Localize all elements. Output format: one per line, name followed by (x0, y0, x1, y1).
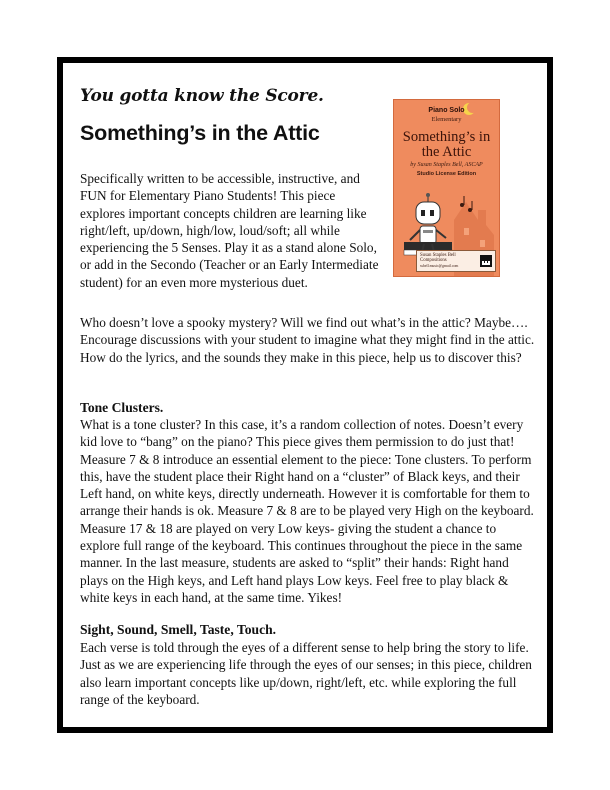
section-heading-tone-clusters: Tone Clusters. (80, 400, 164, 415)
mystery-paragraph: Who doesn’t love a spooky mystery? Will we find out what’s in the attic? Maybe…. Encourage discussions with your student to imagine what they might find in the attic. How do the lyrics, and the sounds they make in this piece, help us to discover this? (80, 315, 535, 365)
cover-series: Piano Solo (428, 107, 465, 114)
sheet-music-cover-image (393, 99, 500, 277)
senses-paragraph: Each verse is told through the eyes of a different sense to help bring the story to life. Just as we are experiencing life through the eyes of our senses; in this piece, children also learn important concepts like up/down, right/left, etc. while exploring the full range of the keyboard. (80, 640, 532, 707)
piano-logo-icon (480, 255, 492, 267)
page-title: Something’s in the Attic (80, 121, 320, 145)
section-heading-senses: Sight, Sound, Smell, Taste, Touch. (80, 622, 277, 637)
cover-title: Something’s in the Attic (402, 129, 491, 160)
publisher-badge: Susan Staples Bell Compositions ssbell.music@gmail.com (416, 250, 496, 272)
cover-edition: Studio License Edition (416, 171, 477, 177)
intro-paragraph: Specifically written to be accessible, instructive, and FUN for Elementary Piano Students! This piece explores important concepts children are learning like right/left, up/down, high/low, loud/soft; all while experiencing the 5 Senses. Play it as a stand alone Solo, or add in the Secondo (Teacher or an Early Intermediate student) for an even more mysterious duet. (80, 171, 379, 290)
cover-level: Elementary (431, 116, 462, 123)
cover-author: by Susan Staples Bell, ASCAP (410, 162, 483, 168)
tone-clusters-paragraph: What is a tone cluster? In this case, it’s a random collection of notes. Doesn’t every kid love to “bang” on the piano? This piece gives them permission to do just that! Measure 7 & 8 introduce an essential element to the piece: Tone clusters. To perform this, have the student place their Right hand on a “cluster” of Black keys, and their Left hand, on white keys, directly underneath. However it is comfortable for them to arrange their hands is ok. Measure 7 & 8 are to be played very High on the keyboard. Measure 17 & 18 are played on very Low keys- giving the student a chance to explore full range of the keyboard. This continues throughout the piece in the same manner. In the last measure, students are asked to “split” their hands: Right hand plays on the High keys, and Left hand plays Low keys. Feel free to play black & white keys in each hand, at the same time. Yikes! (80, 417, 534, 605)
tagline: You gotta know the Score. (80, 86, 324, 106)
